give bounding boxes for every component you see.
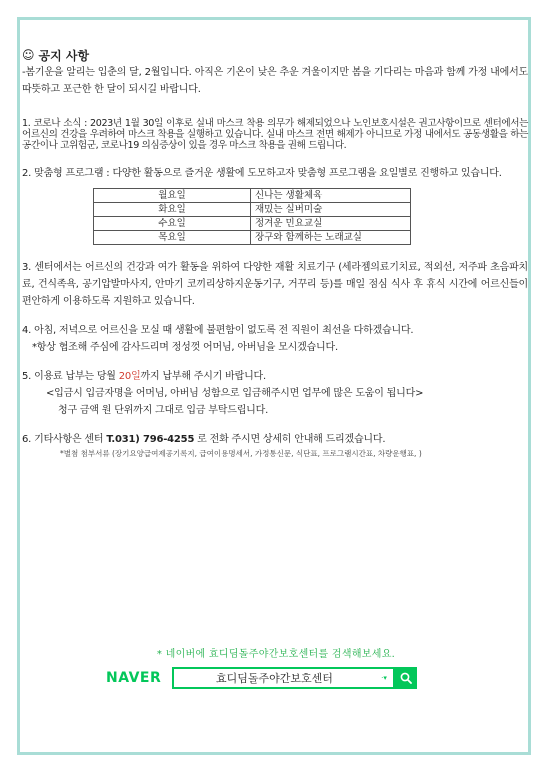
naver-logo: NAVER xyxy=(106,670,162,686)
table-row xyxy=(94,189,411,203)
table-row xyxy=(94,231,411,245)
notice-item-5-sub1: <입금시 입금자명을 어머님, 아버님 성함으로 입금해주시면 업무에 많은 도움이 됩니다> xyxy=(46,388,424,399)
item5-post: 까지 납부해 주시기 바랍니다. xyxy=(140,371,266,382)
notice-title-text: 공지 사항 xyxy=(38,48,90,63)
item6-pre: 6. 기타사항은 센터 xyxy=(22,434,107,445)
notice-item-5-sub2: 청구 금액 원 단위까지 그대로 입금 부탁드립니다. xyxy=(58,405,269,416)
table-row xyxy=(94,203,411,217)
attachments-note: *별첨 첨부서류 (장기요양급여제공기록지, 급여이용명세서, 가정통신문, 식단표, 프로그램시간표, 차량운행표, ) xyxy=(60,449,422,458)
notice-item-2: 2. 맞춤형 프로그램 : 다양한 활동으로 즐거운 생활에 도모하고자 맞춤형 프로그램을 요일별로 진행하고 있습니다. xyxy=(22,168,502,179)
schedule-program: 장구와 함께하는 노래교실 xyxy=(251,231,411,245)
program-schedule-table xyxy=(93,188,411,245)
notice-item-1: 1. 코로나 소식 : 2023년 1월 30일 이후로 실내 마스크 착용 의무가 해제되었으나 노인보호시설은 권고사항이므로 센터에서는 어르신의 건강을 우려하여 마스크 착용을 실행하고 있습니다. 실내 마스크 전면 해제가 아니므로 가정 내에서도 공동생활을 하는 공간이나 고위험군, 코로나19 의심증상이 있을 경우 마스크 착용을 권해 드립니다. xyxy=(22,118,528,151)
notice-item-5 xyxy=(22,368,528,385)
payment-due-day: 20일 xyxy=(118,371,141,382)
schedule-program: 재밌는 실버미술 xyxy=(251,203,411,217)
search-icon xyxy=(400,672,412,684)
schedule-day: 목요일 xyxy=(94,231,251,245)
schedule-day: 수요일 xyxy=(94,217,251,231)
item6-post: 로 전화 주시면 상세히 안내해 드리겠습니다. xyxy=(194,434,386,445)
naver-search-button[interactable] xyxy=(395,667,417,689)
schedule-day: 월요일 xyxy=(94,189,251,203)
naver-search-box[interactable] xyxy=(172,667,395,689)
item5-pre: 5. 이용료 납부는 당월 xyxy=(22,371,119,382)
schedule-day: 화요일 xyxy=(94,203,251,217)
schedule-program: 정겨운 민요교실 xyxy=(251,217,411,231)
naver-search-input[interactable]: 효디딤돌주야간보호센터 xyxy=(216,672,333,685)
notice-content xyxy=(22,46,528,460)
notice-item-6 xyxy=(22,431,528,448)
notice-title xyxy=(22,46,528,64)
schedule-program: 신나는 생활체육 xyxy=(251,189,411,203)
notice-item-4: 4. 아침, 저녁으로 어르신을 모실 때 생활에 불편함이 없도록 전 직원이 최선을 다하겠습니다. xyxy=(22,325,414,336)
center-phone: T.031) 796-4255 xyxy=(106,434,195,445)
notice-intro: -봄기운을 알리는 입춘의 달, 2월입니다. 아직은 기온이 낮은 추운 겨울이지만 봄을 기다리는 마음과 함께 가정 내에서도 따뜻하고 포근한 한 달이 되시길 바랍니다. xyxy=(22,67,528,95)
table-row xyxy=(94,217,411,231)
notice-item-4-sub: *항상 협조해 주심에 감사드리며 정성껏 어머님, 아버님을 모시겠습니다. xyxy=(32,342,338,353)
smile-icon: ☺ xyxy=(22,48,35,62)
notice-item-3: 3. 센터에서는 어르신의 건강과 여가 활동을 위하여 다양한 재활 치료기구 (세라젬의료기치료, 적외선, 저주파 초음파치료, 건식족욕, 공기압발마사지, 안마기 코끼리상하지운동기구, 거꾸리 등)를 매일 점심 식사 후 휴식 시간에 어르신들이 편안하게 이용하도록 지원하고 있습니다. xyxy=(22,262,528,307)
dropdown-arrow-icon[interactable]: ·▾ xyxy=(381,674,387,682)
naver-search-bar xyxy=(106,667,417,689)
naver-search-hint: * 네이버에 효디딤돌주야간보호센터를 검색해보세요. xyxy=(156,649,396,660)
